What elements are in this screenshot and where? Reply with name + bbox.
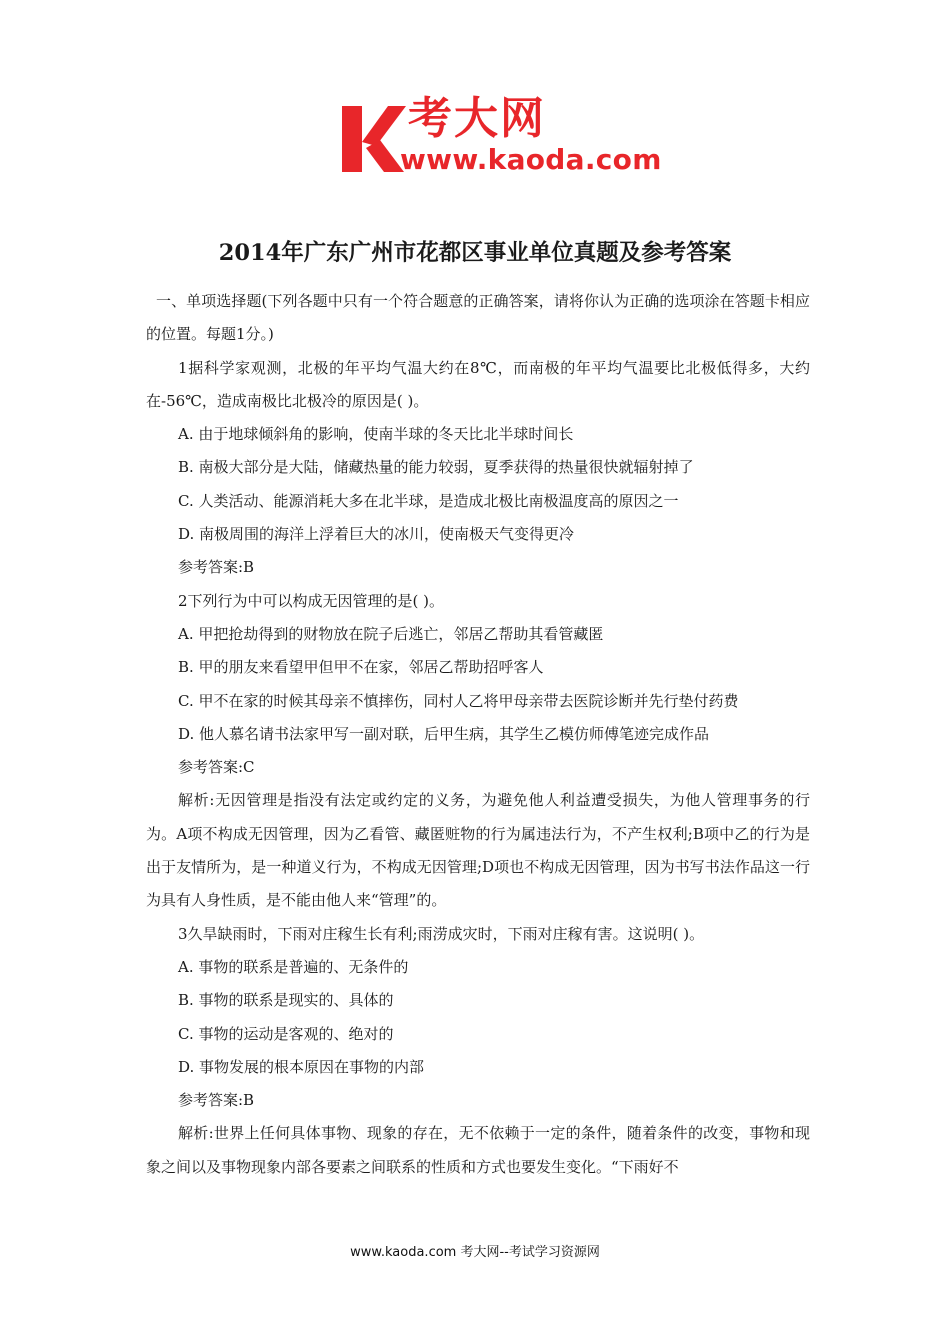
- question-2-option-a: A. 甲把抢劫得到的财物放在院子后逃亡，邻居乙帮助其看管藏匿: [178, 624, 604, 643]
- question-2-option-c: C. 甲不在家的时候其母亲不慎摔伤，同村人乙将甲母亲带去医院诊断并先行垫付药费: [178, 691, 739, 710]
- question-2-stem: 2下列行为中可以构成无因管理的是( )。: [178, 591, 445, 610]
- question-1-option-c: C. 人类活动、能源消耗大多在北半球，是造成北极比南极温度高的原因之一: [178, 491, 679, 510]
- question-1-answer: 参考答案:B: [178, 558, 255, 577]
- question-1-option-b: B. 南极大部分是大陆，储藏热量的能力较弱，夏季获得的热量很快就辐射掉了: [178, 458, 694, 477]
- question-3-stem: 3久旱缺雨时，下雨对庄稼生长有利;雨涝成灾时，下雨对庄稼有害。这说明( )。: [178, 924, 705, 943]
- logo-url-text: www.kaoda.com: [400, 143, 662, 176]
- question-2-answer: 参考答案:C: [178, 758, 255, 777]
- question-3-answer: 参考答案:B: [178, 1091, 255, 1110]
- page-footer: www.kaoda.com 考大网--考试学习资源网: [350, 1245, 600, 1260]
- section-intro: 一、单项选择题(下列各题中只有一个符合题意的正确答案，请将你认为正确的选项涂在答题卡相应的位置。每题1分。): [146, 292, 810, 344]
- question-3-option-b: B. 事物的联系是现实的、具体的: [178, 991, 394, 1010]
- document-title: 2014年广东广州市花都区事业单位真题及参考答案: [218, 240, 732, 266]
- question-3-option-a: A. 事物的联系是普遍的、无条件的: [178, 957, 409, 976]
- question-3-analysis: 解析:世界上任何具体事物、现象的存在，无不依赖于一定的条件，随着条件的改变，事物和现象之间以及事物现象内部各要素之间联系的性质和方式也要发生变化。“下雨好不: [146, 1124, 810, 1176]
- question-3-option-d: D. 事物发展的根本原因在事物的内部: [178, 1057, 425, 1076]
- kaoda-logo: [340, 93, 662, 178]
- document-body: [146, 285, 810, 1184]
- logo-chinese-text: 考大网: [408, 93, 546, 144]
- k-logo-icon: [340, 102, 406, 174]
- question-2-analysis: 解析:无因管理是指没有法定或约定的义务，为避免他人利益遭受损失，为他人管理事务的行为。A项不构成无因管理，因为乙看管、藏匿赃物的行为属违法行为，不产生权利;B项中乙的行为是出于友情所为，是一种道义行为，不构成无因管理;D项也不构成无因管理，因为书写书法作品这一行为具有人身性质，是不能由他人来“管理”的。: [146, 791, 810, 910]
- question-2-option-d: D. 他人慕名请书法家甲写一副对联，后甲生病，其学生乙模仿师傅笔迹完成作品: [178, 724, 710, 743]
- question-1-option-a: A. 由于地球倾斜角的影响，使南半球的冬天比北半球时间长: [178, 425, 574, 444]
- question-2-option-b: B. 甲的朋友来看望甲但甲不在家，邻居乙帮助招呼客人: [178, 658, 544, 677]
- question-1-stem: 1据科学家观测，北极的年平均气温大约在8℃，而南极的年平均气温要比北极低得多，大约在-56℃，造成南极比北极冷的原因是( )。: [146, 358, 810, 410]
- question-3-option-c: C. 事物的运动是客观的、绝对的: [178, 1024, 394, 1043]
- question-1-option-d: D. 南极周围的海洋上浮着巨大的冰川，使南极天气变得更冷: [178, 525, 575, 544]
